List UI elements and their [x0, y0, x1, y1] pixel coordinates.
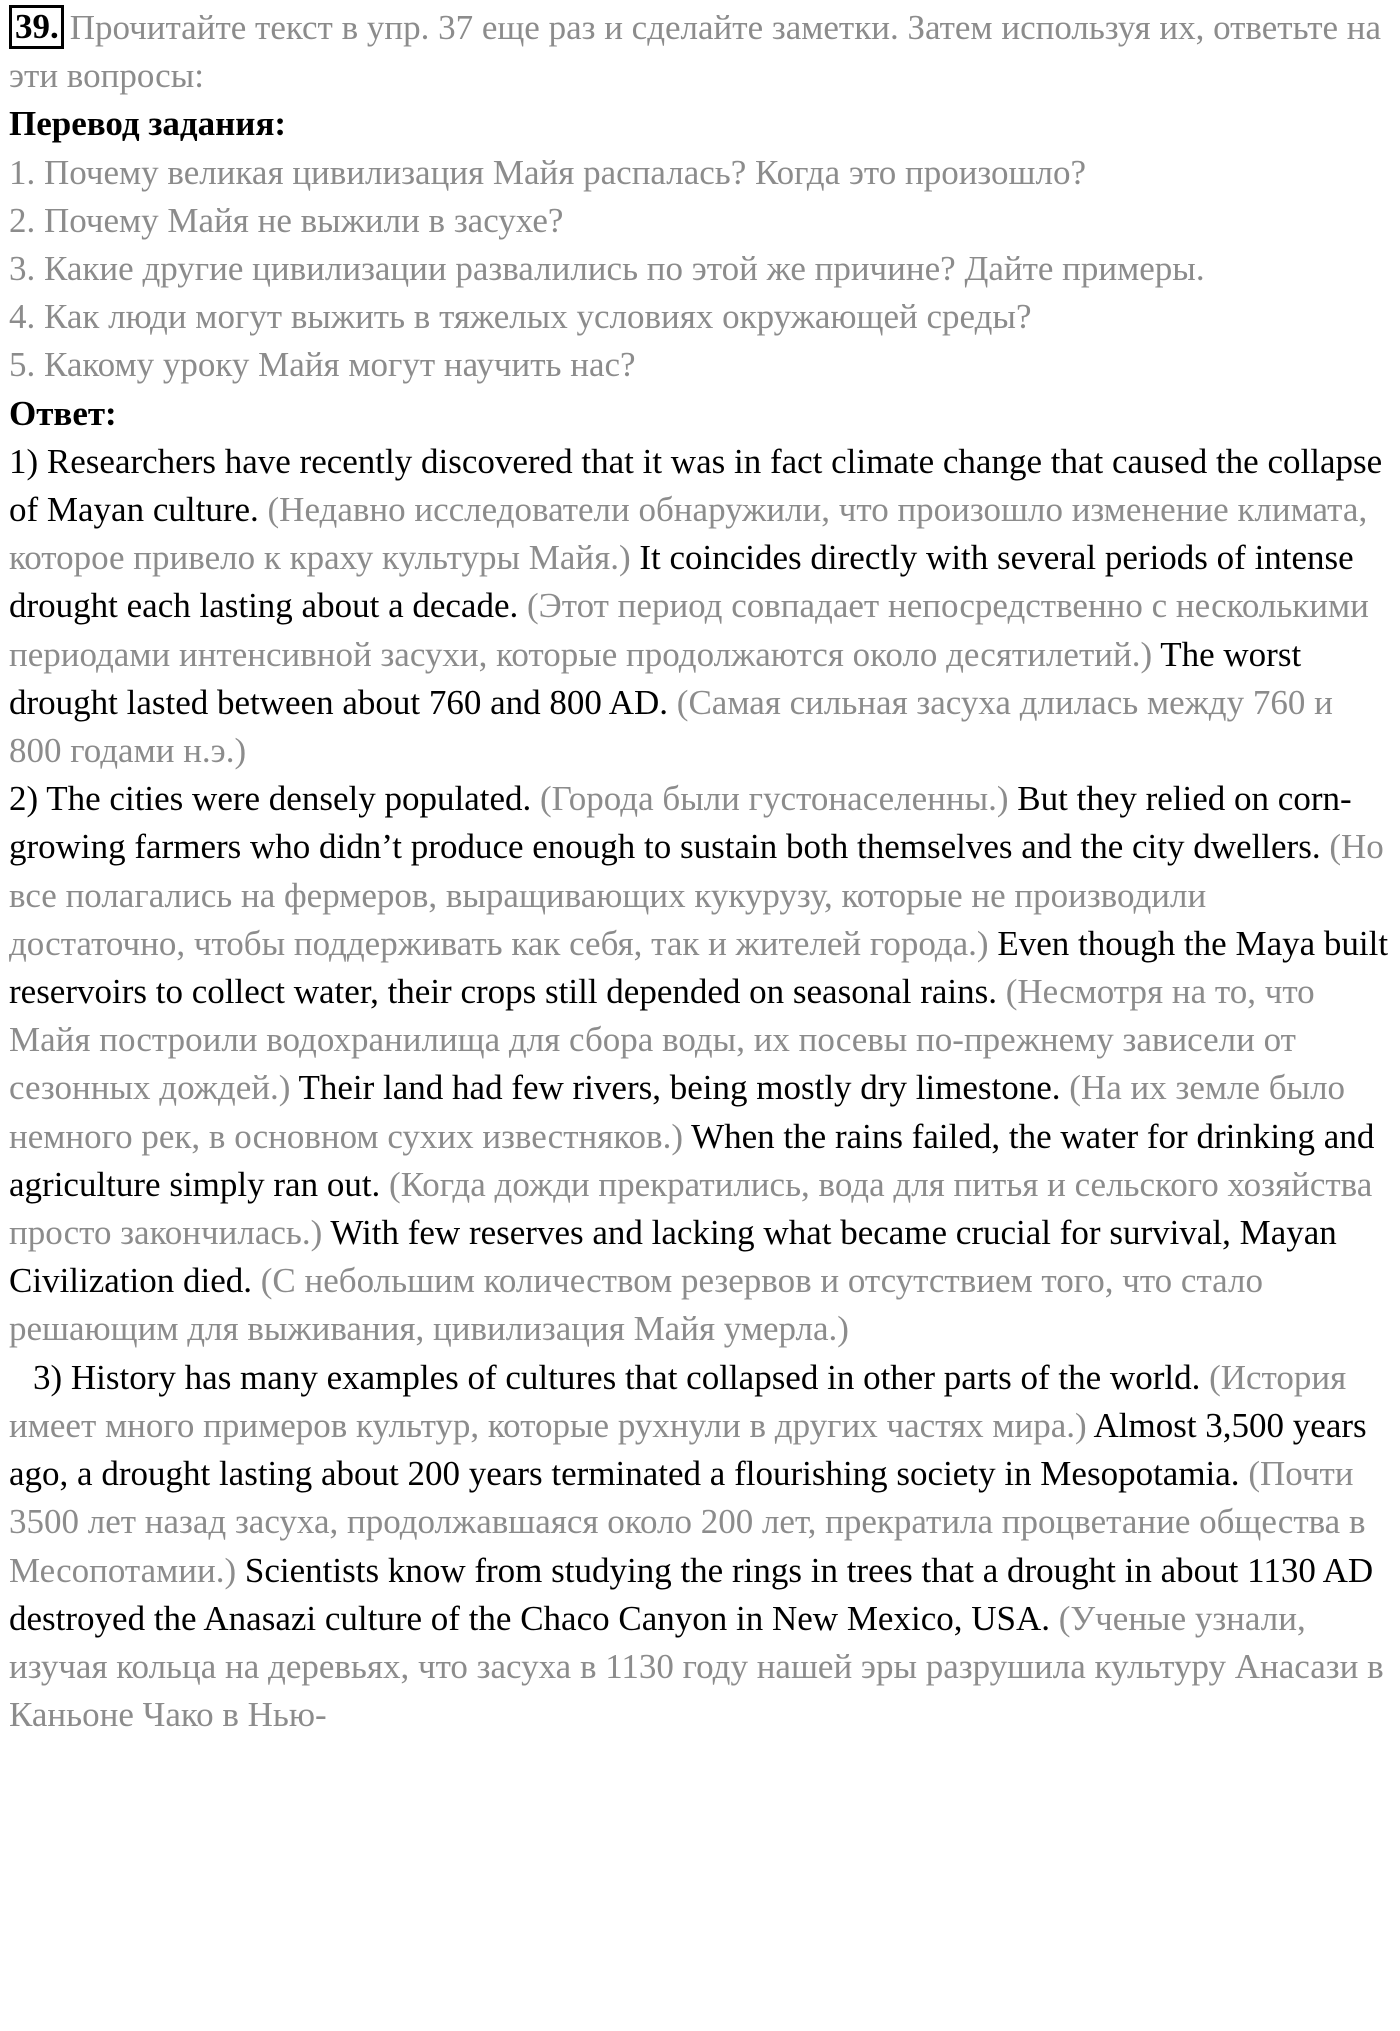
question-1: 1. Почему великая цивилизация Майя распалась? Когда это произошло? — [9, 152, 1087, 192]
question-5: 5. Какому уроку Майя могут научить нас? — [9, 345, 636, 385]
question-4: 4. Как люди могут выжить в тяжелых условиях окружающей среды? — [9, 297, 1032, 337]
answer-2-ru-6: (С небольшим количеством резервов и отсутствием того, что стало решающим для выживания, цивилизация Майя умерла.) — [9, 1261, 1263, 1349]
answer-2-ru-5: (Когда дожди прекратились, вода для питья и сельского хозяйства просто закончилась.) — [9, 1164, 1373, 1253]
exercise-instruction-text: Прочитайте текст в упр. 37 еще раз и сделайте заметки. Затем используя их, ответьте на эти вопросы: — [9, 8, 1382, 96]
answer-2-en-2: But they relied on corn-growing farmers who didn’t produce enough to sustain both themselves and the city dwellers. — [9, 779, 1352, 867]
answer-1-ru-2: (Этот период совпадает непосредственно с несколькими периодами интенсивной засухи, которые продолжаются около десятилетий.) — [9, 586, 1369, 674]
answer-2-en-1: 2) The cities were densely populated. — [9, 779, 532, 819]
answer-2-en-6: With few reserves and lacking what became crucial for survival, Mayan Civilization died. — [9, 1213, 1337, 1301]
answer-3 — [9, 1354, 1390, 1740]
answer-3-ru-1: (История имеет много примеров культур, которые рухнули в других частях мира.) — [9, 1357, 1347, 1445]
answer-1-en-2: It coincides directly with several periods of intense drought each lasting about a decade. — [9, 538, 1354, 626]
answer-3-ru-2: (Почти 3500 лет назад засуха, продолжавшаяся около 200 лет, прекратила процветание общества в Месопотамии.) — [9, 1454, 1366, 1590]
exercise-instruction — [9, 4, 1390, 100]
question-3: 3. Какие другие цивилизации развалились по этой же причине? Дайте примеры. — [9, 249, 1205, 289]
answer-2-ru-3: (Несмотря на то, что Майя построили водохранилища для сбора воды, их посевы по-прежнему зависели от сезонных дождей.) — [9, 972, 1315, 1108]
translation-heading: Перевод задания: — [9, 104, 287, 144]
answer-1-ru-3: (Самая сильная засуха длилась между 760 и 800 годами н.э.) — [9, 682, 1333, 771]
answer-2-en-3: Even though the Maya built reservoirs to collect water, their crops still depended on seasonal rains. — [9, 923, 1389, 1012]
question-2: 2. Почему Майя не выжили в засухе? — [9, 200, 564, 240]
answer-2-en-5: When the rains failed, the water for drinking and agriculture simply ran out. — [9, 1116, 1375, 1204]
answer-1-en-1: 1) Researchers have recently discovered that it was in fact climate change that caused the collapse of Mayan culture. — [9, 441, 1383, 530]
exercise-number: 39. — [9, 5, 64, 49]
answer-1 — [9, 438, 1390, 775]
answer-1-en-3: The worst drought lasted between about 760 and 800 AD. — [9, 634, 1302, 722]
answer-2-ru-1: (Города были густонаселенны.) — [539, 779, 1009, 819]
answer-3-ru-3: (Ученые узнали, изучая кольца на деревьях, что засуха в 1130 году нашей эры разрушила культуру Анасази в Каньоне Чако в Нью- — [9, 1598, 1384, 1735]
answer-2-en-4: Their land had few rivers, being mostly dry limestone. — [298, 1068, 1061, 1108]
answer-2-ru-4: (На их земле было немного рек, в основном сухих известняков.) — [9, 1068, 1346, 1156]
answer-1-ru-1: (Недавно исследователи обнаружили, что произошло изменение климата, которое привело к краху культуры Майя.) — [9, 490, 1368, 578]
answer-3-en-1: 3) History has many examples of cultures that collapsed in other parts of the world. — [33, 1357, 1201, 1397]
answer-3-en-3: Scientists know from studying the rings in trees that a drought in about 1130 AD destroyed the Anasazi culture of the Chaco Canyon in New Mexico, USA. — [9, 1550, 1374, 1638]
answer-3-en-2: Almost 3,500 years ago, a drought lasting about 200 years terminated a flourishing society in Mesopotamia. — [9, 1405, 1367, 1494]
answer-2 — [9, 775, 1390, 1353]
answer-heading: Ответ: — [9, 393, 117, 433]
answer-2-ru-2: (Но все полагались на фермеров, выращивающих кукурузу, которые не производили достаточно, чтобы поддерживать как себя, так и жителей города.) — [9, 827, 1384, 963]
